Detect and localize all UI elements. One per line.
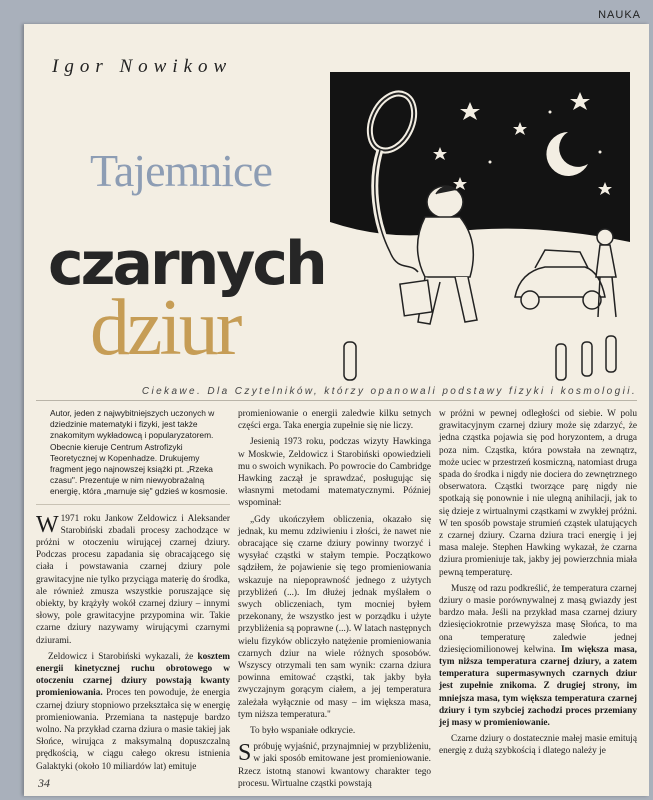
article-subtitle: Ciekawe. Dla Czytelników, którzy opanowali podstawy fizyki i kosmologii. — [141, 386, 637, 397]
page-number: 34 — [38, 776, 50, 790]
paragraph: Zeldowicz i Starobiński wykazali, że kosztem energii kinetycznej ruchu obrotowego w otoczeniu czarnej dziury powstają kwanty promieniowania. Proces ten powoduje, że energia czarnej dziury stopniowo przekształca się w energię promieniowania. Przemiana ta następuje bardzo wolno. Na przykład czarna dziura o masie takiej jak Słońce, wirująca z maksymalną dopuszczalną prędkością, w ciągu całego okresu istnienia Galaktyki (około 10 miliardów lat) emituje — [36, 651, 230, 772]
author-bio: Autor, jeden z najwybitniejszych uczonych w dziedzinie matematyki i fizyki, jest także znakomitym wykładowcą i popularyzatorem. Obecnie kieruje Centrum Astrofizyki Teoretycznej w Kopenhadze. Drukujemy fragment jego najnowszej książki pt. „Rzeka czasu". Prezentuje w nim niewyobrażalną energię, która „marnuje się" gdzieś w kosmosie. — [50, 408, 228, 497]
divider — [36, 504, 230, 505]
title-line-2: czarnych — [48, 229, 325, 299]
paragraph: Czarne dziury o dostatecznie małej masie emitują energię z dużą szybkością i dlatego należy je — [439, 734, 637, 757]
magazine-page — [24, 24, 649, 796]
column-3 — [439, 408, 637, 762]
title-line-3: dziur — [90, 284, 240, 372]
paragraph: Muszę od razu podkreślić, że temperatura czarnej dziury o masie porównywalnej z masą gwiazdy jest bardzo mała. Jeśli na przykład masa czarnej dziury dziesięciokrotnie przewyższa masę Słońca, to ma ona temperaturę zaledwie jednej dziesięciomilionowej kelwina. Im większa masa, tym niższa temperatura czarnej dziury, a zatem temperatura supermasywnych czarnych dziur jest zupełnie znikoma. Z drugiej strony, im mniejsza masa, tym większa temperatura czarnej dziury i tym szybciej zachodzi proces przemiany jej masy w promieniowanie. — [439, 583, 637, 729]
drop-cap: W — [36, 511, 59, 538]
author-name: Igor Nowikow — [52, 56, 233, 77]
divider — [36, 400, 637, 401]
paragraph: W 1971 roku Jankow Zeldowicz i Aleksander Starobiński zbadali procesy zachodzące w próżni w otoczeniu wirującej czarnej dziury. Podczas procesu zapadania się obracającego się ciała i powstawania czarnej dziury pole grawitacyjne nie tylko przyciąga materię do środka, ale również zmusza wszystkie poruszające się obiekty, by krążyły wokół czarnej dziury – innymi słowy, pole grawitacyjne przypomina wir. Takie czarne dziury nazywamy wirującymi czarnymi dziurami. — [36, 511, 230, 646]
drop-cap: S — [238, 740, 252, 767]
paragraph: promieniowanie o energii zaledwie kilku setnych części erga. Taka energia zupełnie się nie liczy. — [238, 409, 431, 432]
column-2 — [238, 408, 431, 794]
column-1 — [36, 408, 230, 777]
paragraph: Spróbuję wyjaśnić, przynajmniej w przybliżeniu, w jaki sposób emitowane jest promieniowanie. Rzecz istotną stanowi kwantowy charakter tego procesu. Wirtualne cząstki powstają — [238, 740, 431, 789]
section-label: NAUKA — [598, 9, 641, 21]
paragraph: To było wspaniałe odkrycie. — [250, 726, 356, 737]
paragraph: w próżni w pewnej odległości od siebie. W polu grawitacyjnym czarnej dziury może się zdarzyć, że jedna cząstka pojawia się pod horyzontem, a druga poza nim. Cząstka, która powstała na zewnątrz, może uciec w przestrzeń kosmiczną, natomiast druga spada do środka i nigdy nie dociera do zewnętrznego obserwatora. Cząstki tworzące parę nigdy nie spotkają się ponownie i nie ulegną anihilacji, jak to się dzieje z wirtualnymi cząstkami w zwykłej próżni. W ten sposób powstaje strumień cząstek ulatujących z czarnej dziury. Czarna dziura traci energię i jej masa maleje. Stephen Hawking wykazał, że czarna dziura promieniuje tak, jakby jej powierzchnia miała pewną temperaturę. — [439, 409, 637, 578]
cartoon-illustration — [330, 72, 630, 390]
paragraph: Jesienią 1973 roku, podczas wizyty Hawkinga w Moskwie, Zeldowicz i Starobiński opowiedzieli mu o swoich wynikach. Po powrocie do Cambridge Hawking zaczął je sprawdzać, posługując się własnymi metodami matematycznymi. Później wspominał: — [238, 437, 431, 509]
quote-paragraph: „Gdy ukończyłem obliczenia, okazało się jednak, ku memu zdziwieniu i złości, że nawet nie obracające się czarne dziury powinny tworzyć i wysyłać cząstki w stałym tempie. Początkowo sądziłem, że pojawienie się tego promieniowania wskazuje na niepoprawność jednego z użytych przybliżeń (...). Im dłużej jednak myślałem o swych obliczeniach, tym mocniej byłem przekonany, że wszystko jest w porządku i użyte przybliżenia są poprawne (...). W latach następnych wielu fizyków obliczyło natężenie promieniowania czarnych dziur na wiele różnych sposobów. Wszyscy otrzymali ten sam wynik: czarna dziura powinna emitować cząstki, tak jakby była zwyczajnym gorącym ciałem, a jej temperatura zależała wyłącznie od masy – im większa masa, tym niższa temperatura." — [238, 514, 431, 720]
title-line-1: Tajemnice — [90, 145, 272, 196]
